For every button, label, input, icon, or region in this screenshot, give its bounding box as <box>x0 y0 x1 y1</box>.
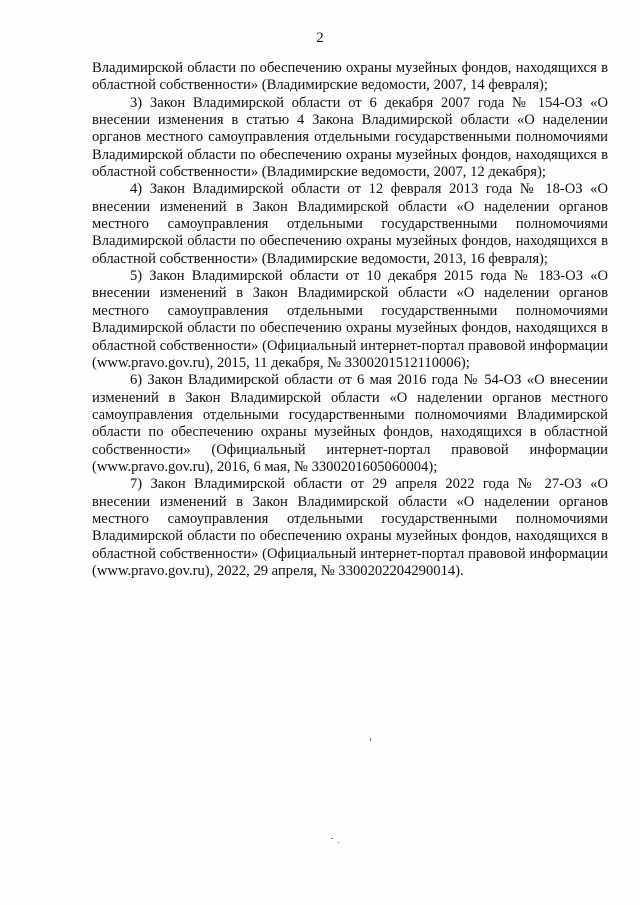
scan-speck <box>338 842 339 843</box>
scan-speck <box>331 838 333 839</box>
paragraph-item-4: 4) Закон Владимирской области от 12 февраля 2013 года № 18-ОЗ «О внесении изменений в Закон Владимирской области «О наделении органов местного самоуправления отдельными государственными полномочиями Владимирской области по обеспечению охраны музейных фондов, находящихся в областной собственности» (Владимирские ведомости, 2013, 16 февраля); <box>92 181 608 267</box>
paragraph-item-5: 5) Закон Владимирской области от 10 декабря 2015 года № 183-ОЗ «О внесении изменений в Закон Владимирской области «О наделении органов местного самоуправления отдельными государственными полномочиями Владимирской области по обеспечению охраны музейных фондов, находящихся в областной собственности» (Официальный интернет-портал правовой информации (www.pravo.gov.ru), 2015, 11 декабря, № 3300201512110006); <box>92 268 608 371</box>
paragraph-item-6: 6) Закон Владимирской области от 6 мая 2016 года № 54-ОЗ «О внесении изменений в Закон Владимирской области «О наделении органов местного самоуправления отдельными государственными полномочиями Владимирской области по обеспечению охраны музейных фондов, находящихся в областной собственности» (Официальный интернет-портал правовой информации (www.pravo.gov.ru), 2016, 6 мая, № 3300201605060004); <box>92 372 608 475</box>
paragraph-item-7: 7) Закон Владимирской области от 29 апреля 2022 года № 27-ОЗ «О внесении изменений в Закон Владимирской области «О наделении органов местного самоуправления отдельными государственными полномочиями Владимирской области по обеспечению охраны музейных фондов, находящихся в областной собственности» (Официальный интернет-портал правовой информации (www.pravo.gov.ru), 2022, 29 апреля, № 3300202204290014). <box>92 476 608 579</box>
paragraph-item-3: 3) Закон Владимирской области от 6 декабря 2007 года № 154-ОЗ «О внесении изменения в статью 4 Закона Владимирской области «О наделении органов местного самоуправления отдельными государственными полномочиями Владимирской области по обеспечению охраны музейных фондов, находящихся в областной собственности» (Владимирские ведомости, 2007, 12 декабря); <box>92 94 608 181</box>
scan-speck <box>370 738 371 741</box>
paragraph-continuation: Владимирской области по обеспечению охраны музейных фондов, находящихся в областной собственности» (Владимирские ведомости, 2007, 14 февраля); <box>92 60 608 94</box>
page-number: 2 <box>316 30 324 46</box>
document-body <box>92 60 608 580</box>
